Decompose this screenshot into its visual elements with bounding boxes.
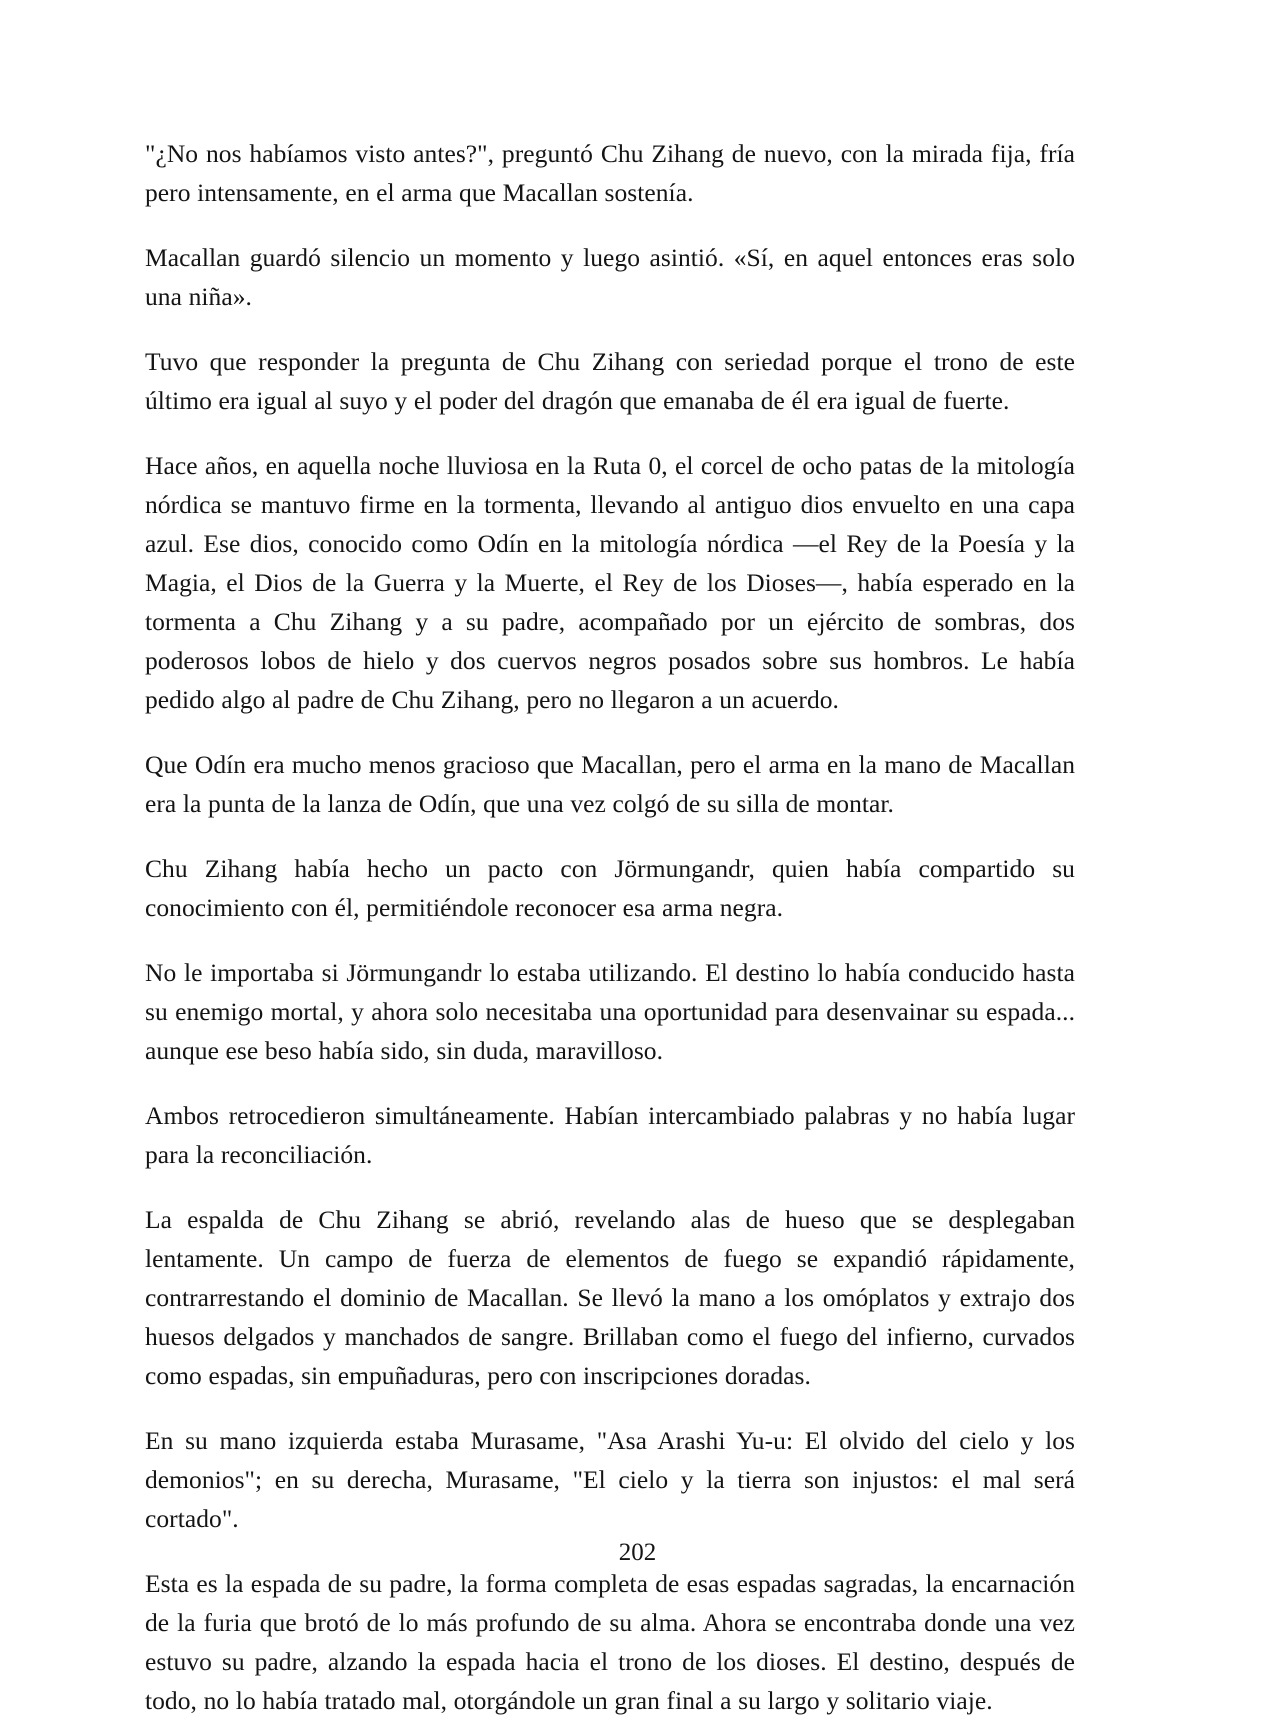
paragraph: Chu Zihang había hecho un pacto con Jörmungandr, quien había compartido su conocimiento con él, permitiéndole reconocer esa arma negra. xyxy=(145,854,1075,922)
paragraph: Hace años, en aquella noche lluviosa en la Ruta 0, el corcel de ocho patas de la mitología nórdica se mantuvo firme en la tormenta, llevando al antiguo dios envuelto en una capa azul. Ese dios, conocido como Odín en la mitología nórdica —el Rey de la Poesía y la Magia, el Dios de la Guerra y la Muerte, el Rey de los Dioses—, había esperado en la tormenta a Chu Zihang y a su padre, acompañado por un ejército de sombras, dos poderosos lobos de hielo y dos cuervos negros posados sobre sus hombros. Le había pedido algo al padre de Chu Zihang, pero no llegaron a un acuerdo. xyxy=(145,451,1075,714)
paragraph: Macallan guardó silencio un momento y luego asintió. «Sí, en aquel entonces eras solo una niña». xyxy=(145,243,1075,311)
paragraph: Tuvo que responder la pregunta de Chu Zihang con seriedad porque el trono de este último era igual al suyo y el poder del dragón que emanaba de él era igual de fuerte. xyxy=(145,347,1075,415)
paragraph: No le importaba si Jörmungandr lo estaba utilizando. El destino lo había conducido hasta su enemigo mortal, y ahora solo necesitaba una oportunidad para desenvainar su espada... aunque ese beso había sido, sin duda, maravilloso. xyxy=(145,958,1075,1065)
page-number: 202 xyxy=(618,1539,657,1566)
paragraph: La espalda de Chu Zihang se abrió, revelando alas de hueso que se desplegaban lentamente. Un campo de fuerza de elementos de fuego se expandió rápidamente, contrarrestando el dominio de Macallan. Se llevó la mano a los omóplatos y extrajo dos huesos delgados y manchados de sangre. Brillaban como el fuego del infierno, curvados como espadas, sin empuñaduras, pero con inscripciones doradas. xyxy=(145,1205,1075,1390)
paragraph: "¿No nos habíamos visto antes?", preguntó Chu Zihang de nuevo, con la mirada fija, fría pero intensamente, en el arma que Macallan sostenía. xyxy=(145,139,1075,207)
body-text-column xyxy=(145,134,1075,1720)
paragraph: Que Odín era mucho menos gracioso que Macallan, pero el arma en la mano de Macallan era la punta de la lanza de Odín, que una vez colgó de su silla de montar. xyxy=(145,750,1075,818)
paragraph: En su mano izquierda estaba Murasame, "Asa Arashi Yu-u: El olvido del cielo y los demonios"; en su derecha, Murasame, "El cielo y la tierra son injustos: el mal será cortado". xyxy=(145,1426,1075,1533)
paragraph: Esta es la espada de su padre, la forma completa de esas espadas sagradas, la encarnación de la furia que brotó de lo más profundo de su alma. Ahora se encontraba donde una vez estuvo su padre, alzando la espada hacia el trono de los dioses. El destino, después de todo, no lo había tratado mal, otorgándole un gran final a su largo y solitario viaje. xyxy=(145,1569,1075,1715)
paragraph: Ambos retrocedieron simultáneamente. Habían intercambiado palabras y no había lugar para la reconciliación. xyxy=(145,1101,1075,1169)
